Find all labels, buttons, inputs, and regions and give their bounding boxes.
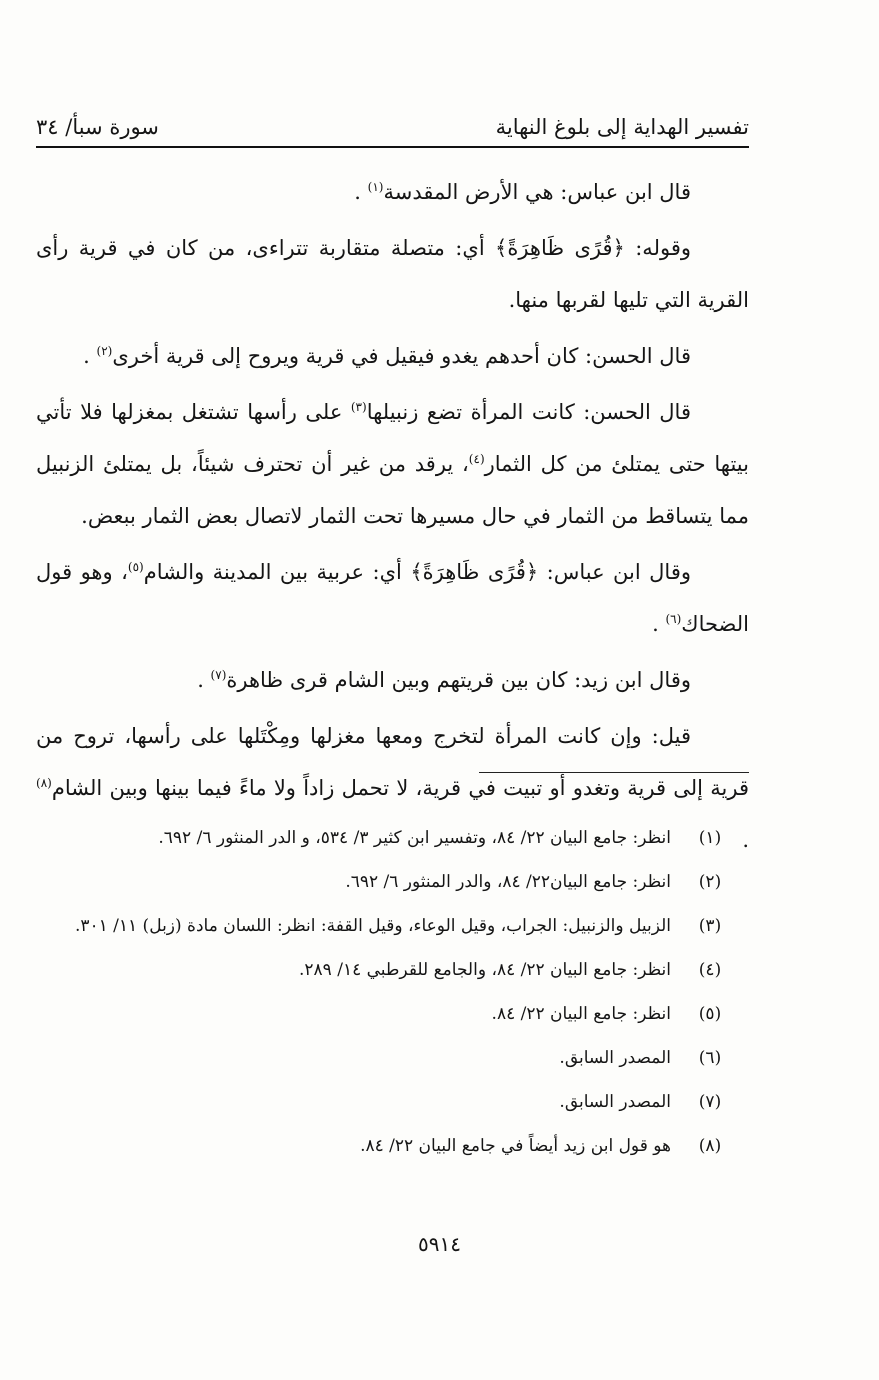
footnote-item bbox=[36, 816, 749, 860]
footnote-number: (٢) bbox=[698, 872, 722, 892]
footnote-item bbox=[36, 904, 749, 948]
footnote-text: انظر: جامع البيان ٢٢/ ٨٤، والجامع للقرطبي ١٤/ ٢٨٩. bbox=[298, 960, 671, 980]
footnotes bbox=[36, 816, 749, 1168]
footnote-number: (٤) bbox=[698, 960, 722, 980]
footnote-ref: (٣) bbox=[350, 400, 367, 414]
footnote-number: (٣) bbox=[698, 916, 722, 936]
footnote-text: المصدر السابق. bbox=[559, 1048, 671, 1068]
footnote-ref: (٢) bbox=[96, 344, 113, 358]
paragraph-1: قال ابن عباس: هي الأرض المقدسة$^{(١)}$ . bbox=[354, 180, 691, 204]
header-rule bbox=[36, 146, 749, 148]
footnote-item bbox=[36, 1036, 749, 1080]
paragraph-7: قيل: وإن كانت المرأة لتخرج ومعها مغزلها ومِكْتَلها على رأسها، تروح من قرية إلى قرية وتغدو أو تبيت في قرية، لا تحمل زاداً ولا ماءً فيما بينها وبين الشام$^{(٨)}$ . bbox=[36, 724, 749, 852]
page-number: ٥٩١٤ bbox=[418, 1232, 461, 1256]
footnote-number: (٨) bbox=[698, 1136, 722, 1156]
footnote-item bbox=[36, 1080, 749, 1124]
footnote-item bbox=[36, 948, 749, 992]
footnote-number: (٦) bbox=[698, 1048, 722, 1068]
surah-reference: سورة سبأ/ ٣٤ bbox=[36, 115, 159, 139]
footnote-text: هو قول ابن زيد أيضاً في جامع البيان ٢٢/ ٨٤. bbox=[360, 1136, 671, 1156]
paragraph-4: قال الحسن: كانت المرأة تضع زنبيلها$^{(٣)}$ على رأسها تشتغل بمغزلها فلا تأتي بيتها حتى يمتلئ من كل الثمار$^{(٤)}$، يرقد من غير أن تحترف شيئاً، بل يمتلئ الزنبيل مما يتساقط من الثمار في حال مسيرها تحت الثمار لاتصال بعض الثمار ببعض. bbox=[36, 400, 749, 528]
footnote-text: انظر: جامع البيان ٢٢/ ٨٤، وتفسير ابن كثير ٣/ ٥٣٤، و الدر المنثور ٦/ ٦٩٢. bbox=[158, 828, 671, 848]
footnote-ref: (١) bbox=[367, 180, 384, 194]
footnote-item bbox=[36, 1124, 749, 1168]
main-text bbox=[36, 166, 749, 866]
paragraph-6: وقال ابن زيد: كان بين قريتهم وبين الشام قرى ظاهرة$^{(٧)}$ . bbox=[197, 668, 691, 692]
paragraph-5: وقال ابن عباس: ﴿قُرًى ظَاهِرَةً﴾ أي: عربية بين المدينة والشام$^{(٥)}$، وهو قول الضحاك$^{(٦)}$ . bbox=[36, 560, 749, 636]
footnote-number: (٥) bbox=[698, 1004, 722, 1024]
footnote-number: (١) bbox=[698, 828, 722, 848]
book-title: تفسير الهداية إلى بلوغ النهاية bbox=[495, 115, 749, 139]
paragraph-2: وقوله: ﴿قُرًى ظَاهِرَةً﴾ أي: متصلة متقاربة تتراءى، من كان في قرية رأى القرية التي تليها لقربها منها. bbox=[36, 236, 749, 312]
footnote-text: انظر: جامع البيان ٢٢/ ٨٤. bbox=[491, 1004, 671, 1024]
footnote-number: (٧) bbox=[698, 1092, 722, 1112]
footnote-ref: (٦) bbox=[665, 612, 682, 626]
footnote-item bbox=[36, 860, 749, 904]
footnote-separator bbox=[479, 772, 749, 773]
footnote-text: المصدر السابق. bbox=[559, 1092, 671, 1112]
footnote-ref: (٧) bbox=[210, 668, 227, 682]
paragraph-3: قال الحسن: كان أحدهم يغدو فيقيل في قرية ويروح إلى قرية أخرى$^{(٢)}$ . bbox=[83, 344, 691, 368]
running-header bbox=[36, 112, 749, 142]
footnote-text: الزبيل والزنبيل: الجراب، وقيل الوعاء، وقيل القفة: انظر: اللسان مادة (زبل) ١١/ ٣٠١. bbox=[74, 916, 671, 936]
quran-quote: ﴿قُرًى ظَاهِرَةً﴾ bbox=[410, 560, 539, 584]
footnote-ref: (٨) bbox=[36, 776, 52, 790]
footnote-ref: (٥) bbox=[127, 560, 144, 574]
footnote-item bbox=[36, 992, 749, 1036]
footnote-ref: (٤) bbox=[468, 452, 485, 466]
quran-quote: ﴿قُرًى ظَاهِرَةً﴾ bbox=[495, 236, 625, 260]
footnote-text: انظر: جامع البيان٢٢/ ٨٤، والدر المنثور ٦/ ٦٩٢. bbox=[345, 872, 671, 892]
